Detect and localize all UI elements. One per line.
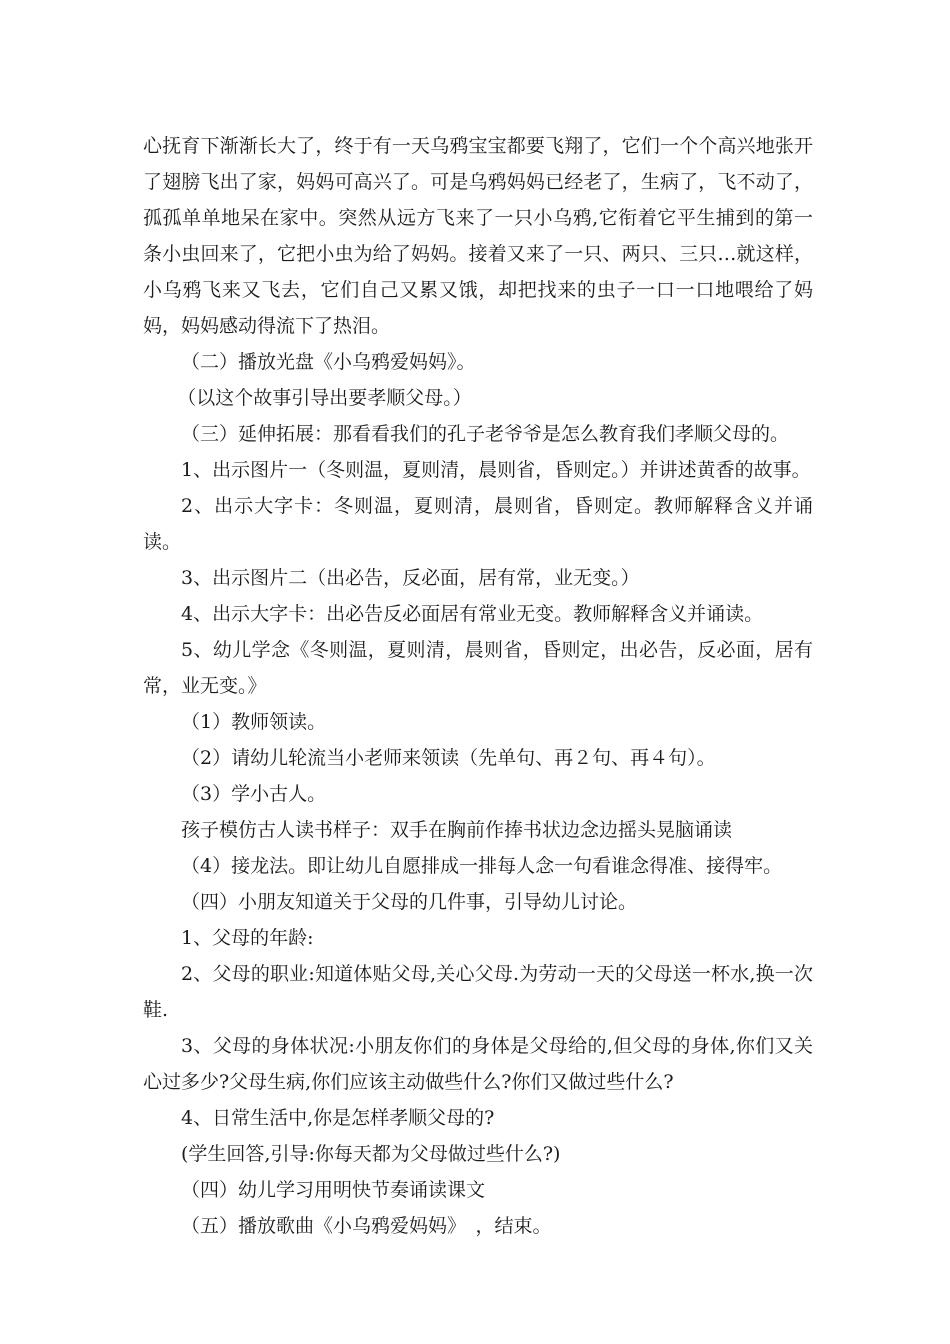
step-four-heading: （四）小朋友知道关于父母的几件事，引导幼儿讨论。 [181,891,638,913]
step-four-item-1: 1、父母的年龄: [181,927,314,949]
step-four-item-2: 2、父母的职业:知道体贴父母,关心父母.为劳动一天的父母送一杯水,换一次鞋. [143,963,813,1021]
step-two-note: （以这个故事引导出要孝顺父母。） [177,387,472,409]
sub-item-4: （4）接龙法。即让幼儿自愿排成一排每人念一句看谁念得准、接得牢。 [181,855,783,877]
step-four-item-3: 3、父母的身体状况:小朋友你们的身体是父母给的,但父母的身体,你们又关心过多少?父母生病,你们应该主动做些什么?你们又做过些什么? [143,1035,813,1093]
step-three-item-5: 5、幼儿学念《冬则温，夏则清，晨则省，昏则定，出必告，反必面，居有常，业无变。》 [143,639,813,697]
document-body [143,128,813,1244]
step-five-heading: （五）播放歌曲《小乌鸦爱妈妈》 ，结束。 [181,1215,552,1237]
step-three-item-4: 4、出示大字卡：出必告反必面居有常业无变。教师解释含义并诵读。 [181,603,764,625]
step-three-item-2: 2、出示大字卡：冬则温，夏则清，晨则省，昏则定。教师解释含义并诵读。 [143,495,813,553]
step-four-b-heading: （四）幼儿学习用明快节奏诵读课文 [181,1179,486,1201]
step-three-item-3: 3、出示图片二（出必告，反必面，居有常，业无变。） [181,567,640,589]
story-paragraph: 心抚育下渐渐长大了，终于有一天乌鸦宝宝都要飞翔了，它们一个个高兴地张开了翅膀飞出了家，妈妈可高兴了。可是乌鸦妈妈已经老了，生病了，飞不动了，孤孤单单地呆在家中。突然从远方飞来了一只小乌鸦,它衔着它平生捕到的第一条小虫回来了，它把小虫为给了妈妈。接着又来了一只、两只、三只…就这样，小乌鸦飞来又飞去，它们自己又累又饿，却把找来的虫子一口一口地喂给了妈妈，妈妈感动得流下了热泪。 [143,135,813,337]
step-four-item-4: 4、日常生活中,你是怎样孝顺父母的? [181,1107,495,1129]
step-three-item-1: 1、出示图片一（冬则温，夏则清，晨则省，昏则定。）并讲述黄香的故事。 [181,459,811,481]
sub-item-1: （1）教师领读。 [181,711,327,733]
sub-item-2: （2）请幼儿轮流当小老师来领读（先单句、再２句、再４句）。 [181,747,716,769]
step-three-heading: （三）延伸拓展：那看看我们的孔子老爷爷是怎么教育我们孝顺父母的。 [181,423,790,445]
sub-item-3-note: 孩子模仿古人读书样子：双手在胸前作捧书状边念边摇头晃脑诵读 [181,819,733,841]
step-two-heading: （二）播放光盘《小乌鸦爱妈妈》。 [181,351,476,373]
step-four-note: (学生回答,引导:你每天都为父母做过些什么?) [181,1143,561,1165]
sub-item-3: （3）学小古人。 [181,783,327,805]
